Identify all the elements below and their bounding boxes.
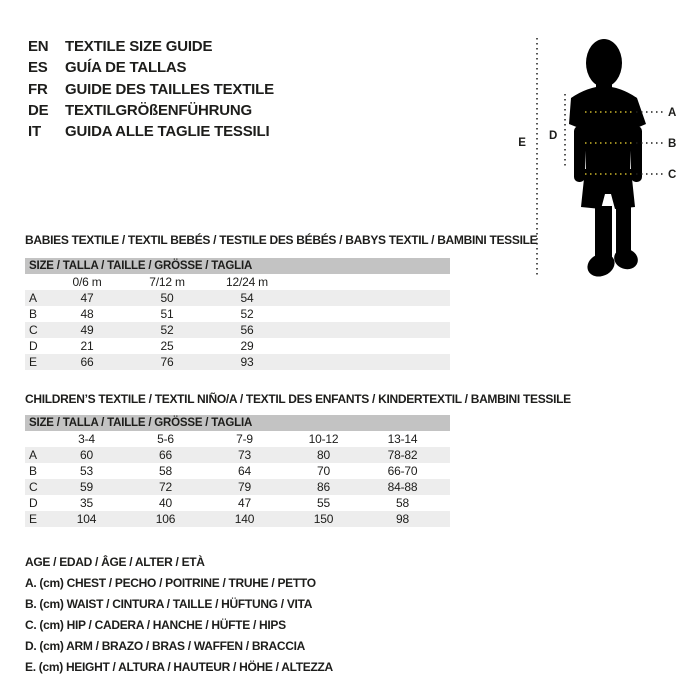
cell: 58 <box>396 496 409 510</box>
cell: 76 <box>160 355 174 369</box>
table-row <box>25 322 450 338</box>
row-label: E <box>29 512 37 526</box>
table-row <box>25 338 450 354</box>
cell: 48 <box>80 307 94 321</box>
row-label: B <box>29 307 37 321</box>
cell: 50 <box>160 291 174 305</box>
cell: 49 <box>80 323 94 337</box>
cell: 80 <box>317 448 330 462</box>
cell: 40 <box>159 496 172 510</box>
cell: 79 <box>238 480 251 494</box>
children-column-7-9: 7-9 <box>236 432 253 446</box>
cell: 55 <box>317 496 330 510</box>
cell: 21 <box>80 339 94 353</box>
language-code: DE <box>28 101 49 119</box>
boy-silhouette-icon <box>569 39 646 281</box>
children-column-13-14: 13-14 <box>387 432 418 446</box>
cell: 66 <box>80 355 94 369</box>
children-size-header-bar: SIZE / TALLA / TAILLE / GRÖSSE / TAGLIA <box>25 415 450 431</box>
cell: 70 <box>317 464 330 478</box>
legend-waist: B. (cm) WAIST / CINTURA / TAILLE / HÜFTUNG / VITA <box>25 597 313 611</box>
row-label: C <box>29 480 38 494</box>
row-label: D <box>29 496 38 510</box>
legend-height: E. (cm) HEIGHT / ALTURA / HAUTEUR / HÖHE / ALTEZZA <box>25 660 333 674</box>
children-column-10-12: 10-12 <box>308 432 339 446</box>
row-label: A <box>29 291 37 305</box>
table-row <box>25 306 450 322</box>
babies-size-header-bar: SIZE / TALLA / TAILLE / GRÖSSE / TAGLIA <box>25 258 450 274</box>
table-row <box>25 463 450 479</box>
row-label: E <box>29 355 37 369</box>
cell: 78-82 <box>387 448 418 462</box>
language-code: ES <box>28 59 48 77</box>
cell: 56 <box>240 323 254 337</box>
cell: 66-70 <box>387 464 418 478</box>
table-row <box>25 495 450 511</box>
legend-chest: A. (cm) CHEST / PECHO / POITRINE / TRUHE / PETTO <box>25 576 316 590</box>
language-title: GUIDA ALLE TAGLIE TESSILI <box>65 123 270 141</box>
row-label: A <box>29 448 37 462</box>
cell: 93 <box>240 355 254 369</box>
language-title: TEXTILE SIZE GUIDE <box>65 38 213 55</box>
cell: 98 <box>396 512 409 526</box>
measurement-legend <box>25 552 333 678</box>
figure-label-arm: D <box>548 130 558 142</box>
cell: 54 <box>240 291 254 305</box>
language-code: IT <box>28 123 41 141</box>
babies-column-7-12m: 7/12 m <box>149 275 185 289</box>
table-row <box>25 447 450 463</box>
language-row-fr <box>28 79 274 100</box>
row-label: C <box>29 323 38 337</box>
language-code: FR <box>28 80 48 98</box>
cell: 51 <box>160 307 174 321</box>
cell: 86 <box>317 480 330 494</box>
cell: 84-88 <box>387 480 418 494</box>
cell: 59 <box>80 480 93 494</box>
figure-label-height: E <box>518 137 526 149</box>
babies-column-12-24m: 12/24 m <box>226 275 268 289</box>
language-title: GUÍA DE TALLAS <box>65 59 187 77</box>
language-title: TEXTILGRÖßENFÜHRUNG <box>65 101 253 119</box>
cell: 66 <box>159 448 172 462</box>
cell: 47 <box>80 291 94 305</box>
cell: 73 <box>238 448 251 462</box>
cell: 104 <box>76 512 97 526</box>
cell: 140 <box>234 512 255 526</box>
babies-column-header-row <box>25 274 450 290</box>
legend-arm: D. (cm) ARM / BRAZO / BRAS / WAFFEN / BRACCIA <box>25 639 306 653</box>
table-row <box>25 290 450 306</box>
babies-size-table-section <box>25 233 538 370</box>
cell: 106 <box>155 512 176 526</box>
figure-label-waist: B <box>668 138 677 150</box>
children-column-3-4: 3-4 <box>78 432 95 446</box>
table-row <box>25 354 450 370</box>
language-code: EN <box>28 38 49 55</box>
children-column-5-6: 5-6 <box>157 432 174 446</box>
language-row-de <box>28 100 274 121</box>
figure-label-hip: C <box>668 169 677 181</box>
cell: 52 <box>160 323 174 337</box>
cell: 47 <box>238 496 251 510</box>
row-label: B <box>29 464 37 478</box>
children-column-header-row <box>25 431 450 447</box>
cell: 35 <box>80 496 93 510</box>
language-row-es <box>28 57 274 78</box>
babies-table-title: BABIES TEXTILE / TEXTIL BEBÉS / TESTILE DES BÉBÉS / BABYS TEXTIL / BAMBINI TESSILE <box>25 233 538 247</box>
language-row-it <box>28 121 274 142</box>
cell: 53 <box>80 464 93 478</box>
table-row <box>25 511 450 527</box>
table-row <box>25 479 450 495</box>
legend-age: AGE / EDAD / ÂGE / ALTER / ETÀ <box>25 555 205 569</box>
language-title-list <box>28 36 274 142</box>
language-row-en <box>28 36 274 57</box>
row-label: D <box>29 339 38 353</box>
cell: 72 <box>159 480 172 494</box>
cell: 25 <box>160 339 174 353</box>
figure-label-chest: A <box>668 107 677 119</box>
cell: 58 <box>159 464 172 478</box>
language-title: GUIDE DES TAILLES TEXTILE <box>65 80 274 98</box>
cell: 29 <box>240 339 254 353</box>
cell: 150 <box>313 512 334 526</box>
children-table-title: CHILDREN’S TEXTILE / TEXTIL NIÑO/A / TEXTIL DES ENFANTS / KINDERTEXTIL / BAMBINI TESSILE <box>25 392 571 406</box>
cell: 64 <box>238 464 251 478</box>
cell: 60 <box>80 448 93 462</box>
children-size-table-section <box>25 392 571 527</box>
cell: 52 <box>240 307 254 321</box>
legend-hip: C. (cm) HIP / CADERA / HANCHE / HÜFTE / HIPS <box>25 618 286 632</box>
babies-column-0-6m: 0/6 m <box>72 275 102 289</box>
